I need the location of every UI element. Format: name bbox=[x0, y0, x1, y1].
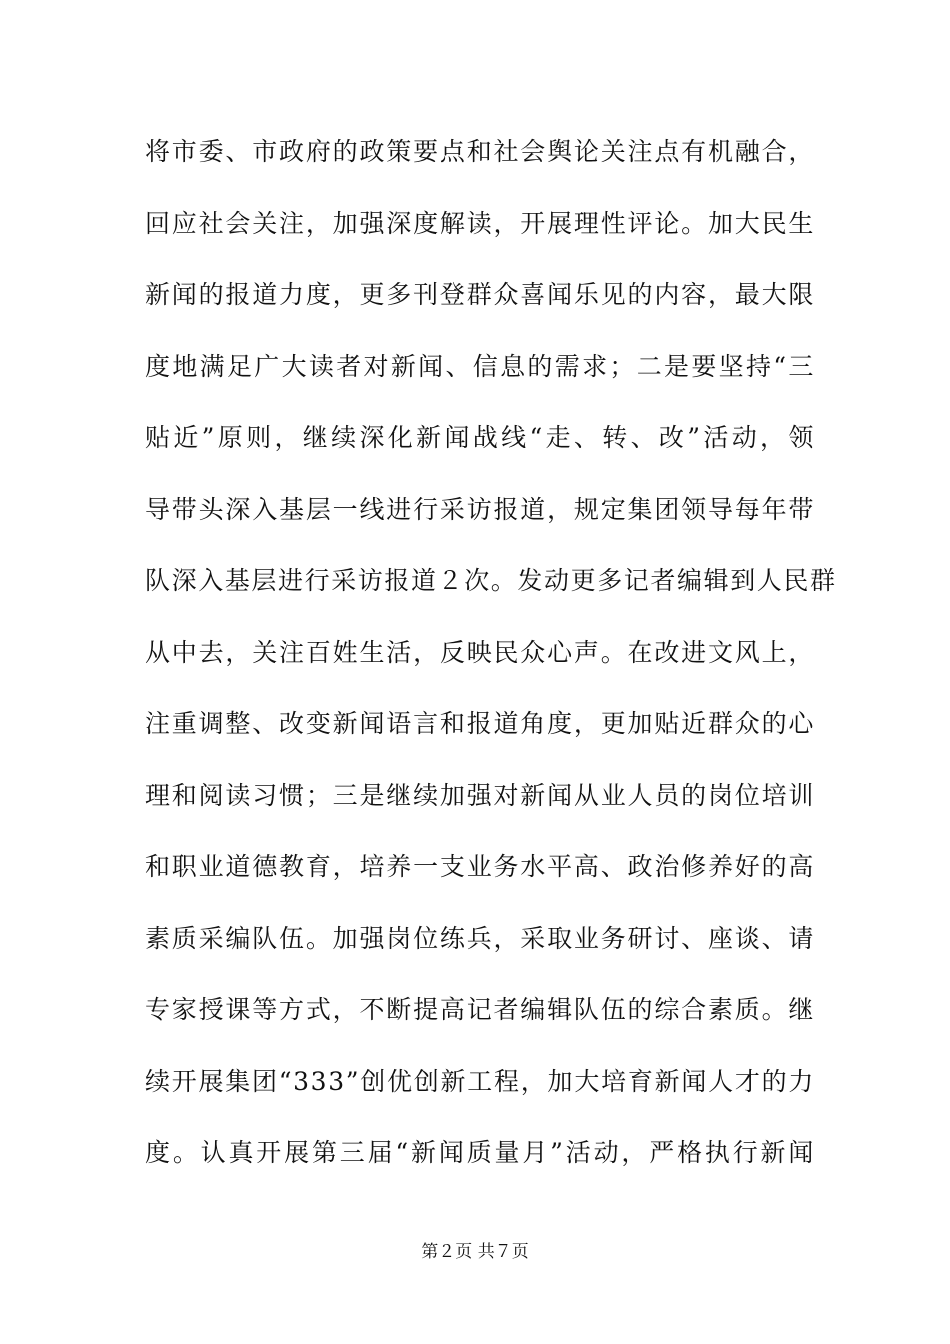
text-line: 注重调整、改变新闻语言和报道角度，更加贴近群众的心 bbox=[145, 709, 815, 738]
body-text bbox=[145, 128, 837, 1201]
text-line: 续开展集团“333”创优创新工程，加大培育新闻人才的力 bbox=[145, 1066, 815, 1096]
text-line: 队深入基层进行采访报道２次。发动更多记者编辑到人民群 bbox=[145, 566, 837, 595]
text-line: 专家授课等方式，不断提高记者编辑队伍的综合素质。继 bbox=[145, 995, 815, 1024]
text-line: 和职业道德教育，培养一支业务水平高、政治修养好的高 bbox=[145, 852, 815, 881]
text-line: 素质采编队伍。加强岗位练兵，采取业务研讨、座谈、请 bbox=[145, 923, 815, 953]
text-line: 从中去，关注百姓生活，反映民众心声。在改进文风上， bbox=[145, 637, 815, 667]
text-line: 导带头深入基层一线进行采访报道，规定集团领导每年带 bbox=[145, 494, 815, 524]
text-line: 回应社会关注，加强深度解读，开展理性评论。加大民生 bbox=[145, 208, 815, 238]
page-number: 第２页 共７页 bbox=[421, 1242, 529, 1262]
text-line: 度地满足广大读者对新闻、信息的需求；二是要坚持“三 bbox=[145, 351, 815, 381]
text-line: 将市委、市政府的政策要点和社会舆论关注点有机融合， bbox=[145, 137, 815, 166]
text-line: 度。认真开展第三届“新闻质量月”活动，严格执行新闻 bbox=[145, 1138, 815, 1167]
text-line: 新闻的报道力度，更多刊登群众喜闻乐见的内容，最大限 bbox=[145, 280, 815, 309]
text-line: 贴近”原则，继续深化新闻战线“走、转、改”活动，领 bbox=[145, 423, 815, 452]
text-line: 理和阅读习惯；三是继续加强对新闻从业人员的岗位培训 bbox=[145, 780, 815, 810]
